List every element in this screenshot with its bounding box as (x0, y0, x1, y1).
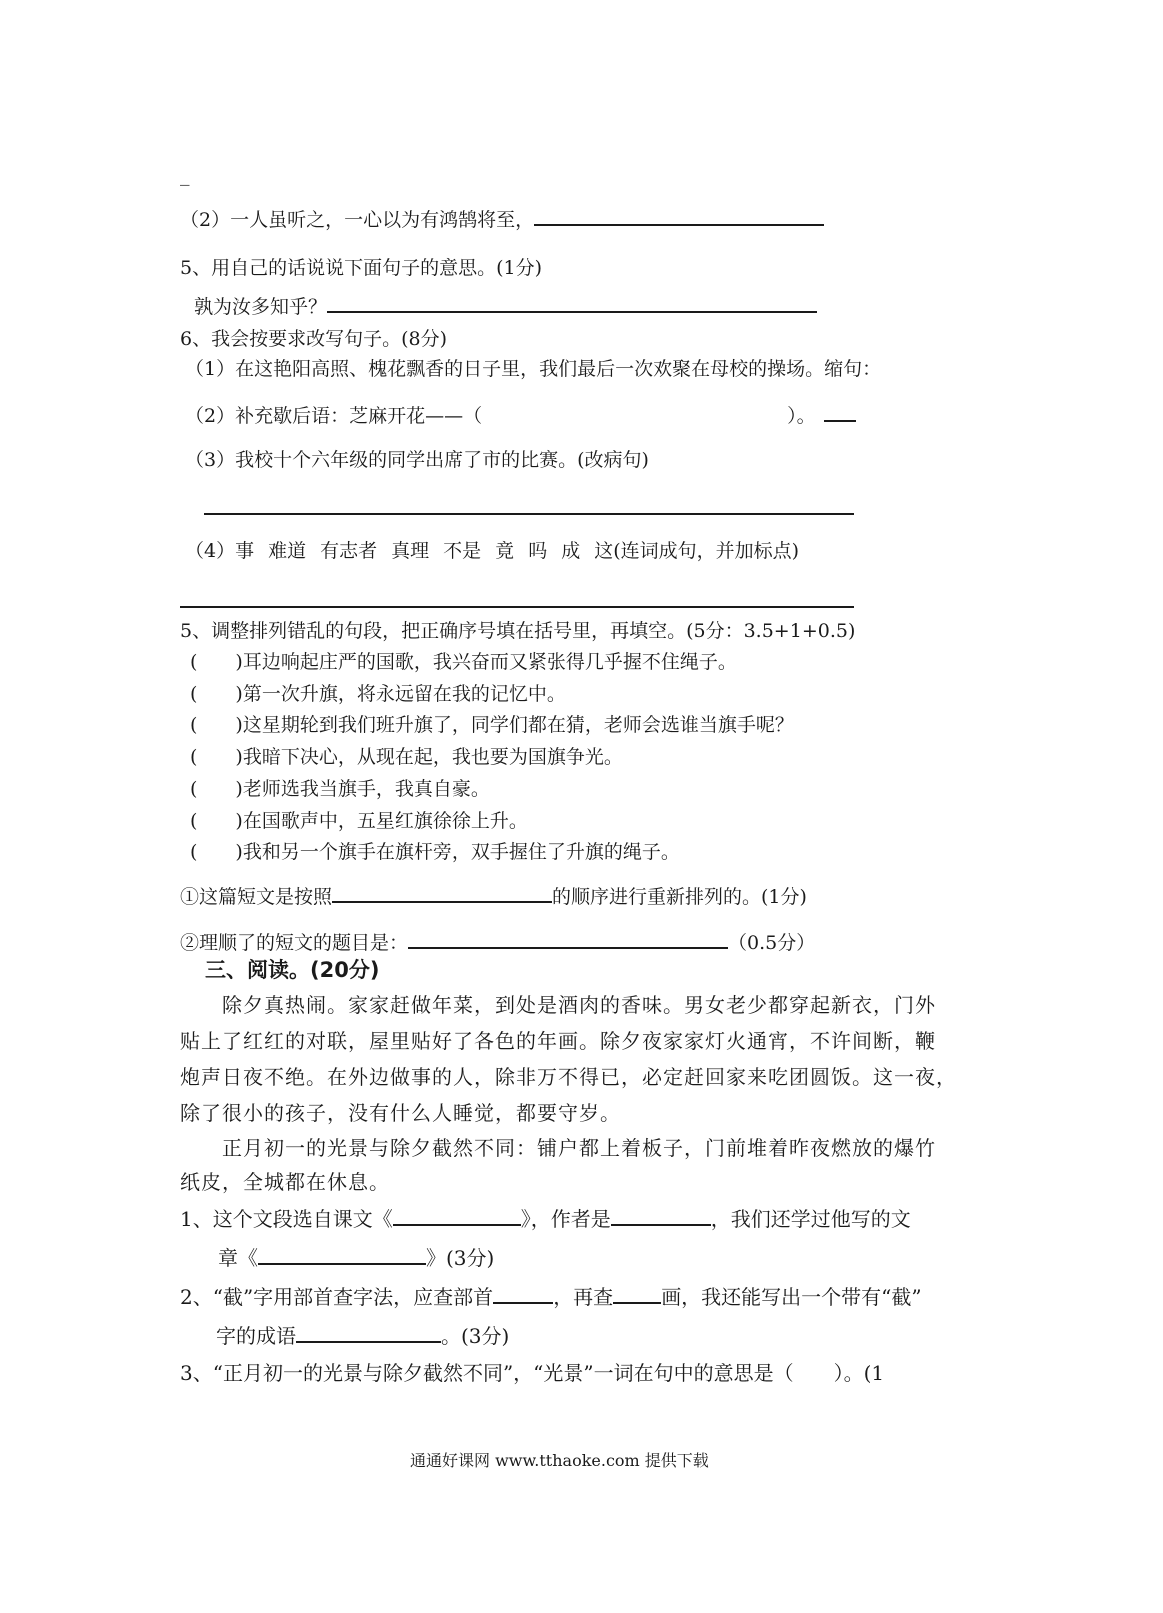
q2-item2 (180, 206, 824, 232)
q5b-fill1 (180, 883, 807, 909)
q5b-sentence-5[interactable]: ( )老师选我当旗手，我真自豪。 (190, 778, 490, 800)
q5b-fill1-blank[interactable] (332, 883, 552, 903)
q6-item4-word: 真理 (391, 540, 430, 562)
q5b-fill1-suffix: 的顺序进行重新排列的。(1分) (552, 886, 807, 908)
reading-para2-line: 正月初一的光景与除夕截然不同：铺户都上着板子，门前堆着昨夜燃放的爆竹 (180, 1136, 936, 1160)
q6-item4-word: 有志者 (320, 540, 378, 562)
q6-item4-word: 成 (561, 540, 581, 562)
reading-q2-strokes-blank[interactable] (613, 1284, 661, 1304)
q6-item4-word: 不是 (443, 540, 482, 562)
q5b-sentence-2[interactable]: ( )第一次升旗，将永远留在我的记忆中。 (190, 683, 566, 705)
q5a-answer-blank[interactable] (327, 293, 817, 313)
q6-item4-word: 竟 (495, 540, 515, 562)
q5b-title: 5、调整排列错乱的句段，把正确序号填在括号里，再填空。(5分：3.5+1+0.5) (180, 620, 856, 642)
q2-item2-blank[interactable] (534, 206, 824, 226)
q5b-fill2 (180, 929, 815, 955)
reading-q1-e: 》(3分) (426, 1246, 495, 1270)
q6-item3: （3）我校十个六年级的同学出席了市的比赛。(改病句) (185, 449, 649, 471)
reading-q2-cont (216, 1323, 509, 1348)
q6-item4-answer-line[interactable] (180, 606, 854, 608)
page-footer: 通通好课网 www.tthaoke.com 提供下载 (410, 1451, 709, 1470)
reading-q2 (180, 1284, 922, 1309)
top-mark: _ (180, 164, 190, 186)
reading-heading: 三、阅读。(20分) (205, 958, 380, 982)
q6-item4-word: 吗 (528, 540, 548, 562)
reading-q2-b: ，再查 (553, 1285, 614, 1309)
reading-para1-line: 贴上了红红的对联，屋里贴好了各色的年画。除夕夜家家灯火通宵，不许间断，鞭 (180, 1029, 936, 1053)
reading-para1-line: 除了很小的孩子，没有什么人睡觉，都要守岁。 (180, 1101, 621, 1125)
q2-item2-text: （2）一人虽听之，一心以为有鸿鹄将至， (180, 209, 535, 231)
q5b-sentence-1[interactable]: ( )耳边响起庄严的国歌，我兴奋而又紧张得几乎握不住绳子。 (190, 651, 737, 673)
reading-q2-e: 。(3分) (441, 1324, 510, 1348)
q5b-fill2-blank[interactable] (408, 929, 728, 949)
reading-q1 (180, 1206, 911, 1231)
q5b-fill2-suffix: （0.5分） (728, 932, 816, 954)
q5b-sentence-3[interactable]: ( )这星期轮到我们班升旗了，同学们都在猜，老师会选谁当旗手呢？ (190, 714, 794, 736)
q6-item4-word: 事 (235, 540, 255, 562)
reading-q1-title-blank[interactable] (393, 1206, 521, 1226)
q5a-sentence-line (194, 293, 817, 319)
q5a-sentence: 孰为汝多知乎？ (194, 296, 328, 318)
q6-item4 (185, 539, 799, 563)
q5b-sentence-4[interactable]: ( )我暗下决心，从现在起，我也要为国旗争光。 (190, 746, 623, 768)
reading-q2-d: 字的成语 (216, 1324, 296, 1348)
reading-para1-line: 炮声日夜不绝。在外边做事的人，除非万不得已，必定赶回家来吃团圆饭。这一夜， (180, 1065, 957, 1089)
reading-q1-cont (218, 1245, 494, 1270)
reading-q1-author-blank[interactable] (611, 1206, 711, 1226)
q6-item4-instruction: (连词成句，并加标点) (613, 540, 800, 562)
reading-q1-other-work-blank[interactable] (258, 1245, 426, 1265)
q6-item2-prefix: （2）补充歇后语：芝麻开花——（ (185, 405, 483, 427)
q6-item4-word: 这 (594, 540, 614, 562)
reading-q1-b: 》，作者是 (520, 1207, 611, 1231)
reading-q3: 3、“正月初一的光景与除夕截然不同”，“光景”一词在句中的意思是（ ）。(1 (180, 1361, 885, 1385)
reading-q2-a: 2、“截”字用部首查字法，应查部首 (180, 1285, 494, 1309)
q6-title: 6、我会按要求改写句子。(8分) (180, 328, 448, 350)
reading-q2-radical-blank[interactable] (493, 1284, 553, 1304)
reading-q1-a: 1、这个文段选自课文《 (180, 1207, 393, 1231)
reading-q2-c: 画，我还能写出一个带有“截” (661, 1285, 922, 1309)
q5b-sentence-7[interactable]: ( )我和另一个旗手在旗杆旁，双手握住了升旗的绳子。 (190, 841, 680, 863)
q6-item4-word: 难道 (268, 540, 307, 562)
reading-q1-d: 章《 (218, 1246, 258, 1270)
q6-item2-suffix: ）。 (787, 405, 816, 427)
q5b-fill1-prefix: ①这篇短文是按照 (180, 886, 333, 908)
q6-item2 (185, 402, 856, 428)
reading-para1-line: 除夕真热闹。家家赶做年菜，到处是酒肉的香味。男女老少都穿起新衣，门外 (180, 993, 936, 1017)
reading-q1-c: ，我们还学过他写的文 (710, 1207, 911, 1231)
q6-item1: （1）在这艳阳高照、槐花飘香的日子里，我们最后一次欢聚在母校的操场。缩句： (185, 358, 882, 380)
q5b-sentence-6[interactable]: ( )在国歌声中，五星红旗徐徐上升。 (190, 810, 528, 832)
q6-item4-prefix: （4） (185, 540, 236, 562)
reading-para2-line: 纸皮，全城都在休息。 (180, 1170, 390, 1194)
q5a-title: 5、用自己的话说说下面句子的意思。(1分) (180, 257, 543, 279)
reading-q2-idiom-blank[interactable] (296, 1323, 441, 1343)
q5b-fill2-prefix: ②理顺了的短文的题目是： (180, 932, 409, 954)
q6-item3-answer-line[interactable] (204, 513, 854, 515)
q6-item2-score-blank (824, 402, 856, 422)
